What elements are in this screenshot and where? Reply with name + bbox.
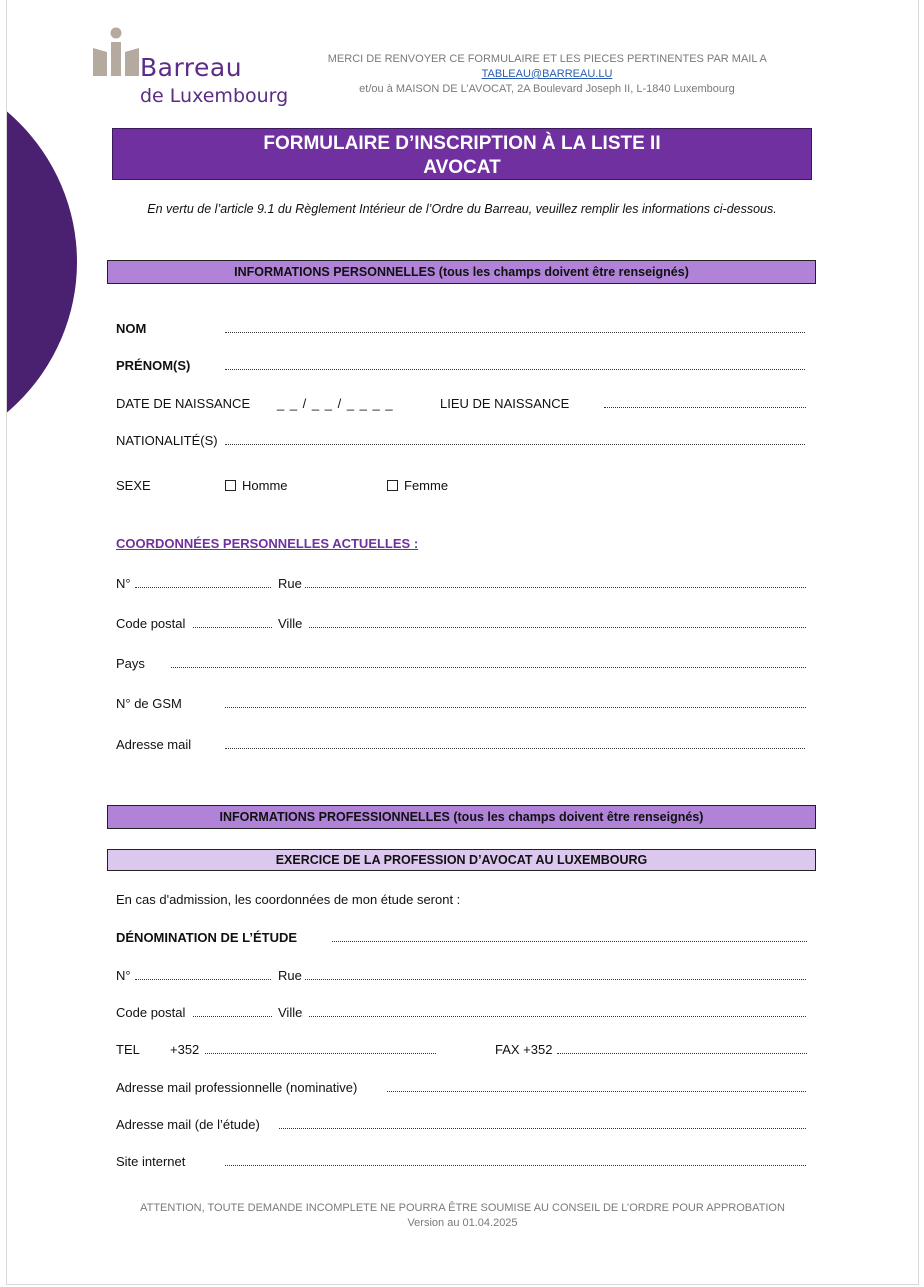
- prenom-field[interactable]: [225, 369, 805, 370]
- lieu-naissance-label: LIEU DE NAISSANCE: [440, 396, 570, 411]
- fax-label: FAX +352: [495, 1042, 553, 1057]
- pays-label: Pays: [116, 656, 145, 671]
- tel-label: TEL: [116, 1042, 140, 1057]
- logo-line1: Barreau: [140, 53, 243, 82]
- mail-field[interactable]: [225, 748, 805, 749]
- prenom-label: PRÉNOM(S): [116, 358, 191, 373]
- tel-prefix: +352: [170, 1042, 200, 1057]
- pays-field[interactable]: [171, 667, 806, 668]
- rue-field[interactable]: [305, 587, 806, 588]
- ville-field[interactable]: [309, 627, 806, 628]
- femme-label: Femme: [404, 478, 449, 493]
- pro-code-postal-label: Code postal: [116, 1005, 186, 1020]
- title-line2: AVOCAT: [423, 157, 501, 178]
- pro-intro: En cas d'admission, les coordonnées de mon étude seront :: [116, 892, 461, 907]
- mail-label: Adresse mail: [116, 737, 192, 752]
- numero-label: N°: [116, 576, 131, 591]
- logo-line2: de Luxembourg: [140, 85, 289, 107]
- mail-etude-label: Adresse mail (de l’étude): [116, 1117, 260, 1132]
- pro-ville-field[interactable]: [309, 1016, 806, 1017]
- pro-rue-field[interactable]: [305, 979, 806, 980]
- date-naissance-label: DATE DE NAISSANCE: [116, 396, 251, 411]
- code-postal-label: Code postal: [116, 616, 186, 631]
- decorative-arc: [6, 62, 77, 462]
- email-link[interactable]: TABLEAU@BARREAU.LU: [481, 68, 613, 80]
- site-label: Site internet: [116, 1154, 186, 1169]
- coords-title: COORDONNÉES PERSONNELLES ACTUELLES :: [116, 536, 419, 551]
- pro-ville-label: Ville: [278, 1005, 303, 1020]
- footer-warning: ATTENTION, TOUTE DEMANDE INCOMPLETE NE POURRA ÊTRE SOUMISE AU CONSEIL DE L’ORDRE POUR APPROBATION: [140, 1202, 785, 1214]
- rue-label: Rue: [278, 576, 302, 591]
- code-postal-field[interactable]: [193, 627, 272, 628]
- mail-pro-label: Adresse mail professionnelle (nominative): [116, 1080, 358, 1095]
- denomination-label: DÉNOMINATION DE L’ÉTUDE: [116, 930, 298, 945]
- gsm-field[interactable]: [225, 707, 806, 708]
- femme-option[interactable]: [387, 478, 448, 493]
- pro-info-band: INFORMATIONS PROFESSIONNELLES (tous les champs doivent être renseignés): [107, 805, 816, 829]
- footer: [7, 1201, 918, 1231]
- ville-label: Ville: [278, 616, 303, 631]
- mail-etude-field[interactable]: [279, 1128, 806, 1129]
- denomination-field[interactable]: [332, 941, 807, 942]
- gsm-label: N° de GSM: [116, 696, 182, 711]
- lieu-naissance-field[interactable]: [604, 407, 806, 408]
- footer-version: Version au 01.04.2025: [407, 1217, 518, 1229]
- barreau-logo: [93, 26, 293, 111]
- homme-label: Homme: [242, 478, 288, 493]
- pro-numero-label: N°: [116, 968, 131, 983]
- form-page: [6, 0, 919, 1285]
- nationalite-field[interactable]: [225, 444, 805, 445]
- tel-field[interactable]: [205, 1053, 436, 1054]
- logo-mark-icon: [93, 26, 139, 82]
- form-title: [112, 128, 812, 180]
- header-note-prefix: MERCI DE RENVOYER CE FORMULAIRE ET LES PIECES PERTINENTES PAR MAIL A: [327, 53, 767, 65]
- pro-code-postal-field[interactable]: [193, 1016, 272, 1017]
- pro-rue-label: Rue: [278, 968, 302, 983]
- numero-field[interactable]: [135, 587, 271, 588]
- homme-checkbox[interactable]: [225, 480, 236, 491]
- personal-info-band: INFORMATIONS PERSONNELLES (tous les champs doivent être renseignés): [107, 260, 816, 284]
- nationalite-label: NATIONALITÉ(S): [116, 433, 218, 448]
- site-field[interactable]: [225, 1165, 806, 1166]
- pro-sub-band: EXERCICE DE LA PROFESSION D’AVOCAT AU LUXEMBOURG: [107, 849, 816, 871]
- intro-text: En vertu de l’article 9.1 du Règlement Intérieur de l’Ordre du Barreau, veuillez remplir les informations ci-dessous.: [147, 202, 777, 216]
- date-naissance-field[interactable]: _ _ / _ _ / _ _ _ _: [277, 396, 394, 411]
- nom-label: NOM: [116, 321, 147, 336]
- header-note: [267, 52, 827, 97]
- homme-option[interactable]: [225, 478, 288, 493]
- fax-field[interactable]: [557, 1053, 807, 1054]
- mail-pro-field[interactable]: [387, 1091, 806, 1092]
- sexe-label: SEXE: [116, 478, 151, 493]
- pro-numero-field[interactable]: [135, 979, 271, 980]
- nom-field[interactable]: [225, 332, 805, 333]
- header-note-address: et/ou à MAISON DE L’AVOCAT, 2A Boulevard Joseph II, L-1840 Luxembourg: [359, 83, 735, 95]
- femme-checkbox[interactable]: [387, 480, 398, 491]
- title-line1: FORMULAIRE D’INSCRIPTION À LA LISTE II: [263, 133, 661, 154]
